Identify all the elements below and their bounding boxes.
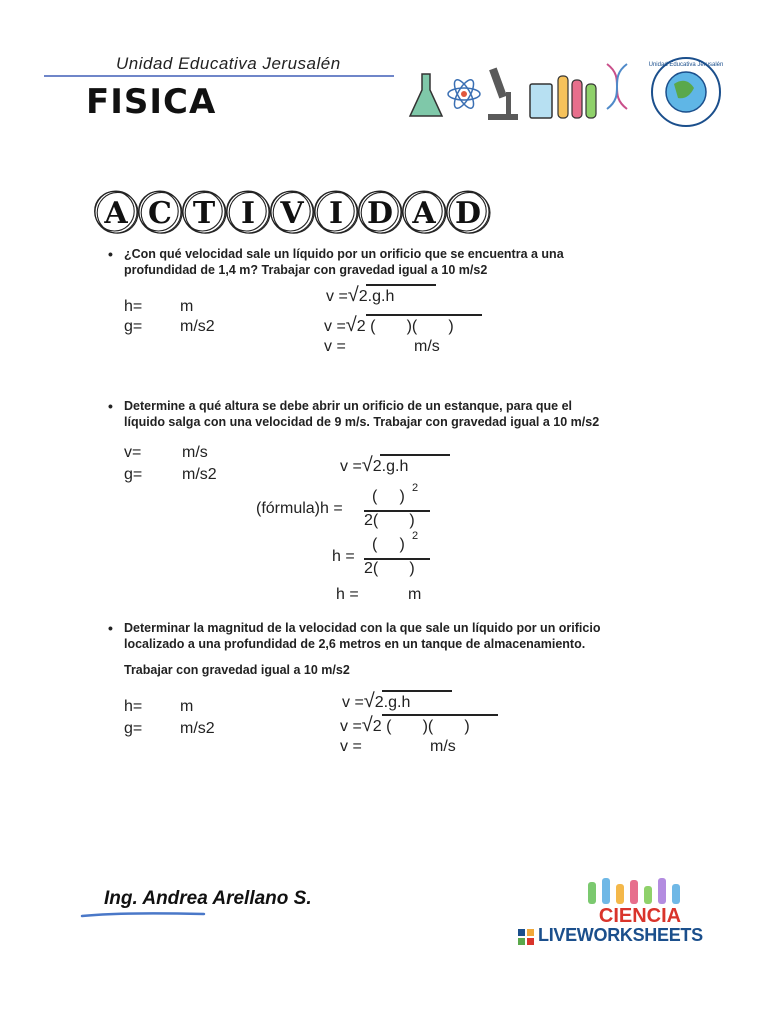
problem-3-line-2: localizado a una profundidad de 2,6 metros en un tanque de almacenamiento. xyxy=(124,637,586,651)
seal-text: Unidad Educativa Jerusalén xyxy=(648,62,724,68)
subject-logo: FISICA xyxy=(86,82,217,122)
title-letter-3 xyxy=(183,191,226,233)
problem-2-fraction-2: h = xyxy=(332,548,355,565)
problem-2-numerator-2: ( ) 2 xyxy=(372,530,419,553)
svg-text:I: I xyxy=(328,196,344,231)
problem-2-given-v: v= m/s xyxy=(124,444,208,461)
svg-text:CIENCIA: CIENCIA xyxy=(598,905,682,927)
dna-icon xyxy=(607,64,627,109)
title-letter-9 xyxy=(447,191,490,233)
problem-2-given-g: g= m/s2 xyxy=(124,466,217,483)
signature: Ing. Andrea Arellano S. xyxy=(104,888,312,909)
science-collage xyxy=(402,54,726,132)
svg-text:T: T xyxy=(192,196,216,231)
problem-3-formula-3: v = m/s xyxy=(340,738,456,755)
title-letter-8 xyxy=(403,191,446,233)
liveworksheets-brand: LIVEWORKSHEETS xyxy=(538,925,703,945)
problem-1-formula-3: v = m/s xyxy=(324,338,440,355)
svg-text:I: I xyxy=(240,196,256,231)
problem-1-given-g: g= m/s2 xyxy=(124,318,215,335)
problem-3-line-3: Trabajar con gravedad igual a 10 m/s2 xyxy=(124,663,350,677)
signature-underline xyxy=(80,910,206,918)
problem-1-statement xyxy=(124,246,664,278)
title-letter-7 xyxy=(359,191,402,233)
globe-icon xyxy=(652,58,720,126)
problem-2-denominator-1: 2( ) xyxy=(364,512,415,529)
problem-1-formula-1: v =√2.g.h xyxy=(326,284,394,307)
ciencia-logo xyxy=(578,876,702,932)
beaker-icon xyxy=(530,76,596,118)
atom-icon xyxy=(448,77,480,111)
svg-text:D: D xyxy=(454,196,482,231)
svg-text:A: A xyxy=(412,196,436,231)
svg-text:A: A xyxy=(104,196,128,231)
problem-1-line-1: • ¿Con qué velocidad sale un líquido por un orificio que se encuentra a una xyxy=(124,247,564,261)
problem-1-given-h: h= m xyxy=(124,298,194,315)
problem-1-formula-2: v =√2 ( )( ) xyxy=(324,314,454,337)
liveworksheets-icon xyxy=(518,929,534,945)
problem-2-final: h = m xyxy=(336,586,422,603)
activity-title xyxy=(94,182,504,242)
problem-2-denominator-2: 2( ) xyxy=(364,560,415,577)
problem-2-statement xyxy=(124,398,684,430)
svg-text:C: C xyxy=(148,196,172,231)
problem-3-given-g: g= m/s2 xyxy=(124,720,215,737)
school-name: Unidad Educativa Jerusalén xyxy=(116,54,341,73)
problem-1-line-2: profundidad de 1,4 m? Trabajar con gravedad igual a 10 m/s2 xyxy=(124,263,488,277)
header-rule xyxy=(44,75,394,77)
problem-3-line-1: • Determinar la magnitud de la velocidad con la que sale un líquido por un orificio xyxy=(124,621,601,635)
problem-3-statement xyxy=(124,620,684,678)
title-letter-2 xyxy=(139,191,182,233)
problem-3-given-h: h= m xyxy=(124,698,194,715)
problem-3-formula-1: v =√2.g.h xyxy=(342,690,410,713)
microscope-icon xyxy=(488,68,518,120)
problem-2-numerator-1: ( ) 2 xyxy=(372,482,419,505)
flask-icon xyxy=(410,74,442,116)
title-letter-6 xyxy=(315,191,358,233)
svg-text:V: V xyxy=(280,196,304,231)
title-letter-5 xyxy=(271,191,314,233)
problem-2-line-2: líquido salga con una velocidad de 9 m/s. Trabajar con gravedad igual a 10 m/s2 xyxy=(124,415,600,429)
problem-2-line-1: • Determine a qué altura se debe abrir un orificio de un estanque, para que el xyxy=(124,399,573,413)
problem-2-fraction-1: (fórmula)h = xyxy=(256,500,343,517)
problem-2-formula-1: v =√2.g.h xyxy=(340,454,408,477)
svg-text:D: D xyxy=(366,196,394,231)
title-letter-1 xyxy=(95,191,138,233)
title-letter-4 xyxy=(227,191,270,233)
problem-3-formula-2: v =√2 ( )( ) xyxy=(340,714,470,737)
